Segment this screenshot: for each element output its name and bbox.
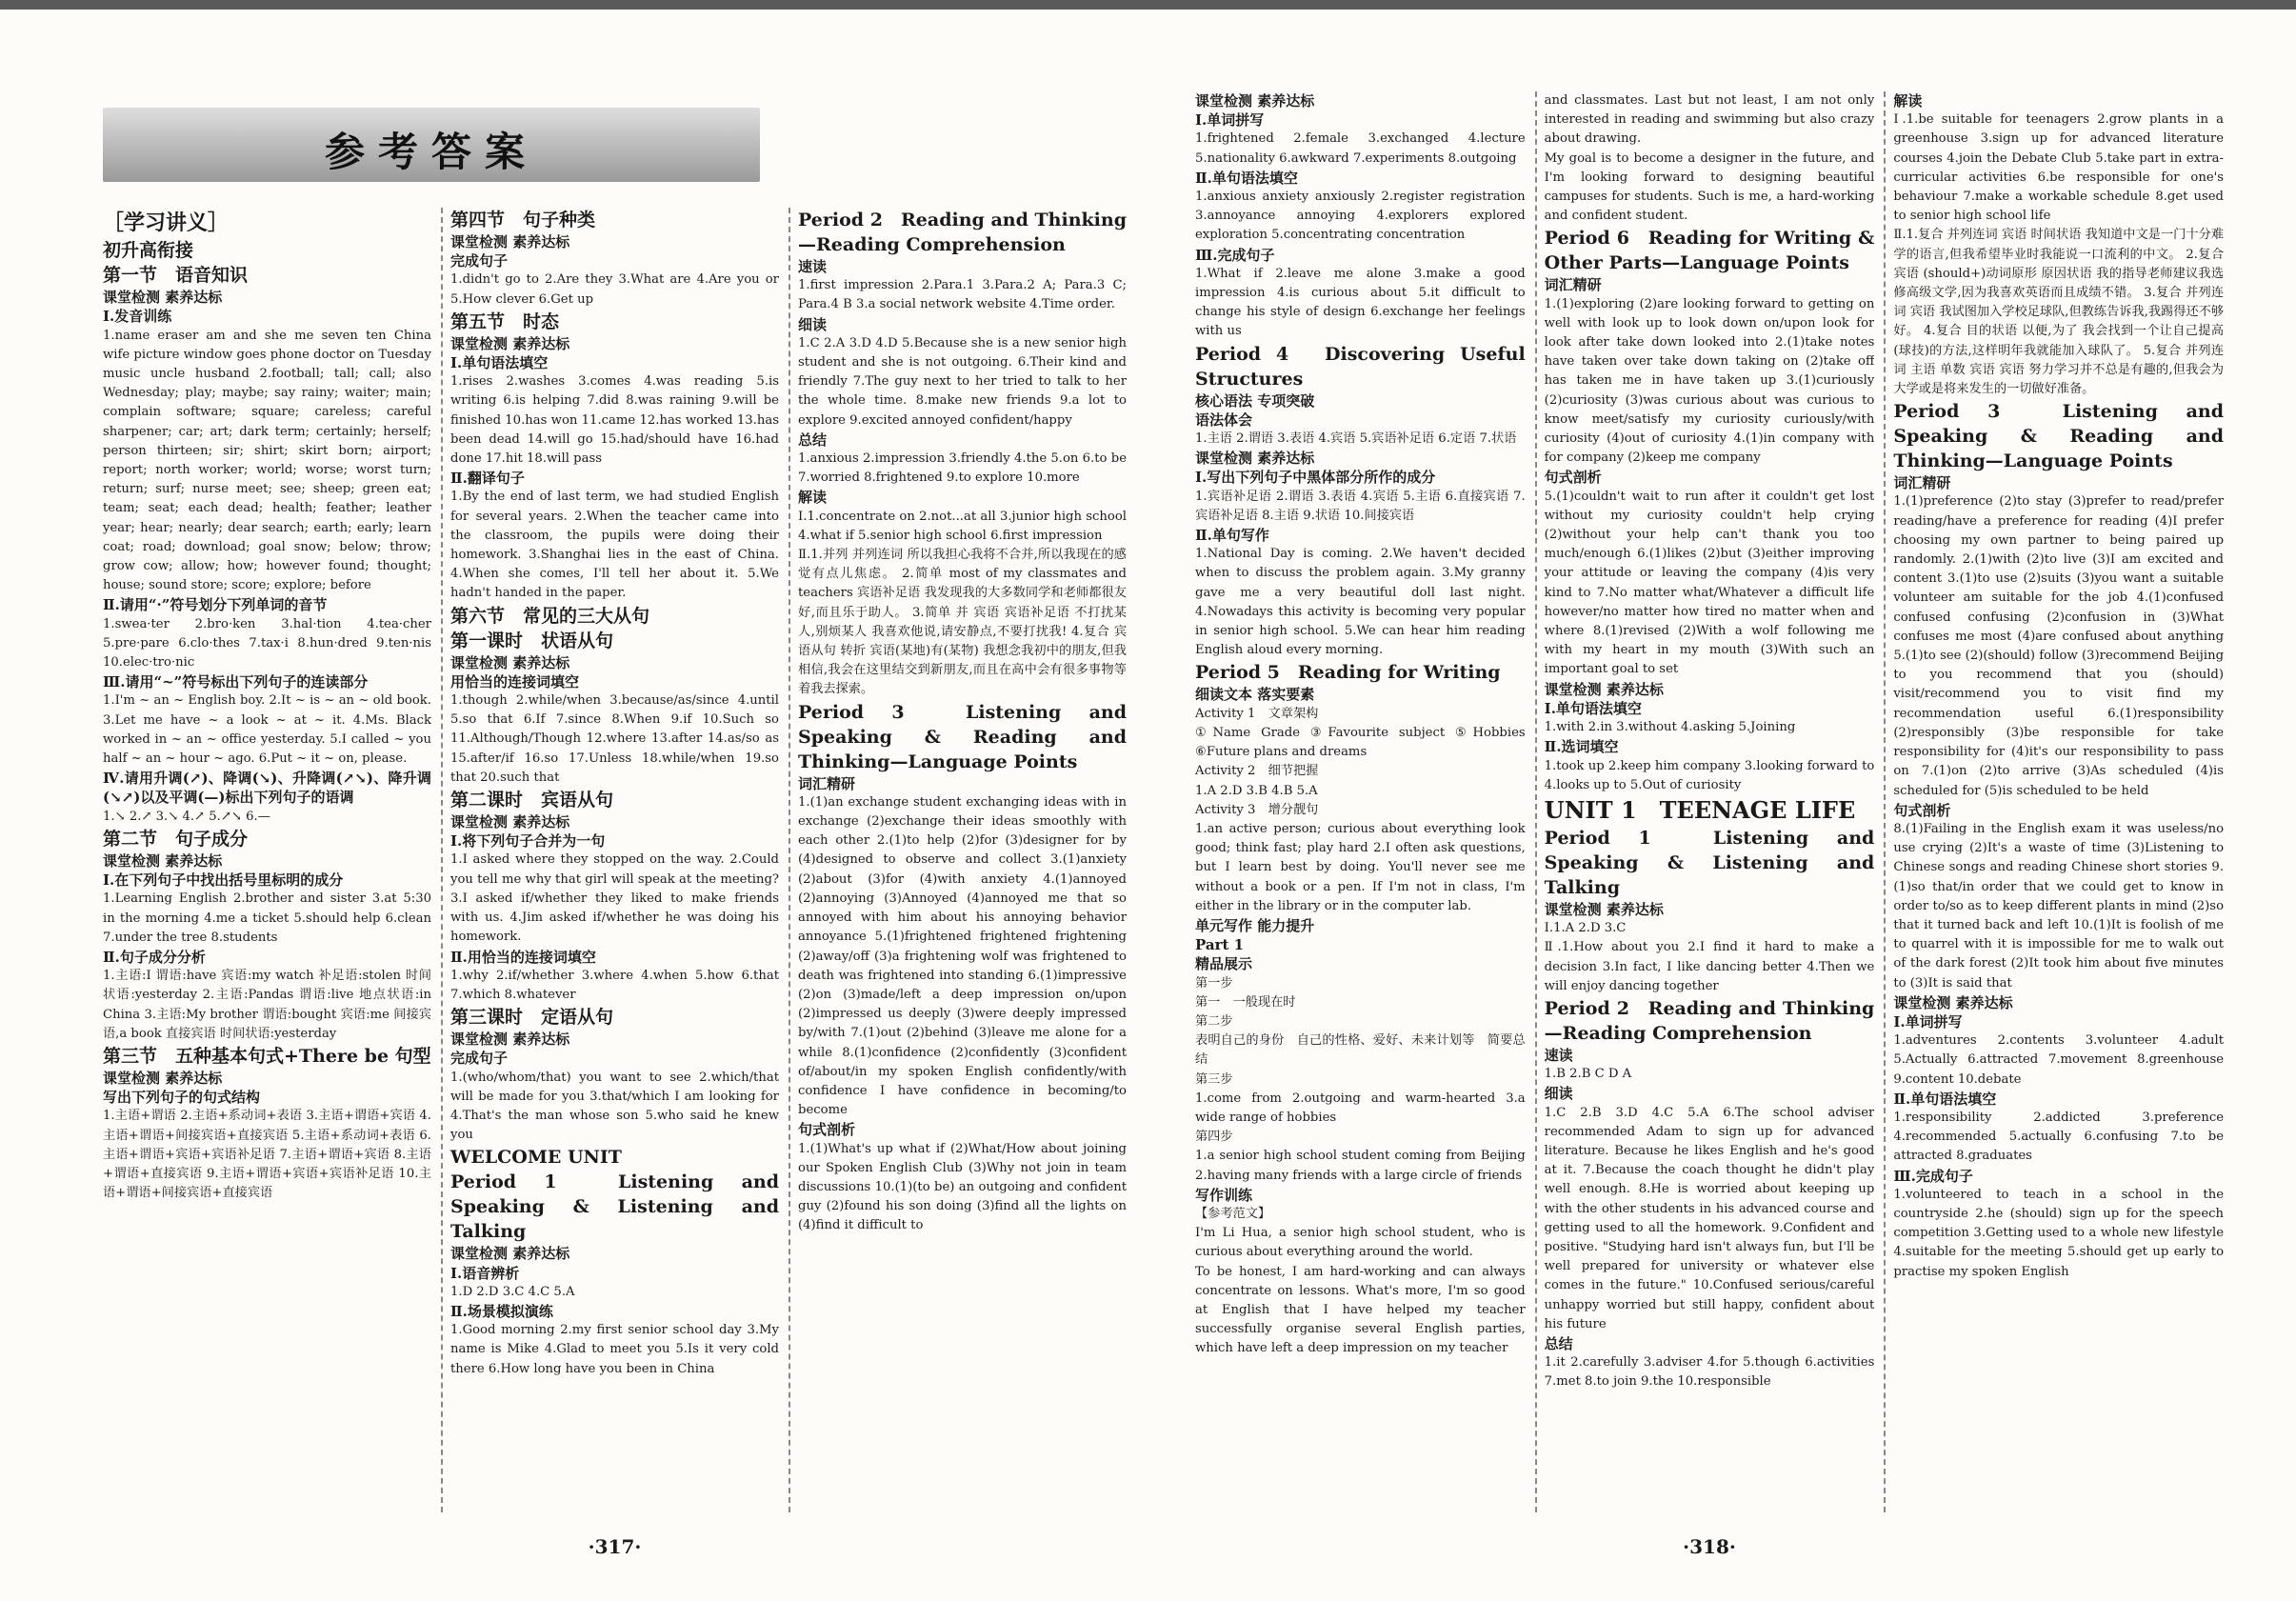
answer-text: Activity 2 细节把握: [1195, 764, 1319, 779]
section-heading: 课堂检测 素养达标: [103, 851, 223, 870]
section-heading: Period 5 Reading for Writing: [1195, 662, 1501, 684]
answer-text: 1.Learning English 2.brother and sister 3.at 5:30 in the morning 4.me a ticket 5.should help 6.clean 7.under the tree 8.students: [103, 891, 431, 945]
answer-text: 1.(1)What's up what if (2)What/How about joining our Spoken English Club (3)Why not join in team discussions 10.(1)(to be) an outgoing and confident guy (2)found his son doing (3)find all the lights on (4)find it difficult to: [798, 1141, 1127, 1233]
answer-text: 1.(1)preference (2)to stay (3)prefer to read/prefer reading/have a preference for reading (4)I prefer choosing my own partner to being paired up randomly. 2.(1)with (2)to live (3)I am excited and content 3.(1)to use (2)suits (3)you want a suitable volunteer am suitable for the job 4.(1)confused confused confusing (2)confusion in (3)What confuses me most (4)are confused about anything 5.(1)to see (2)(should) follow (3)recommend Beijing to you recommend that you (should) visit/recommend you to visit find my recommendation useful 6.(1)responsibility (2)responsibly (3)be responsible for take responsibility for (4)it's our responsibility to pass on 7.(1)on (2)to arrive (3)As scheduled (4)is scheduled for (5)is scheduled to be held: [1893, 494, 2225, 798]
answer-text: 1.↘ 2.↗ 3.↘ 4.↗ 5.↗↘ 6.—: [103, 809, 270, 824]
answer-text: 1.I asked where they stopped on the way. 2.Could you tell me why that girl will speak at the meeting? 3.I asked if/whether they liked to make friends with us. 4.Jim asked if/whether he was doing his homework.: [450, 852, 779, 945]
section-heading: 速读: [798, 258, 828, 275]
section-heading: Ⅱ.单句写作: [1195, 527, 1269, 545]
section-heading: 第三课时 定语从句: [450, 1007, 614, 1029]
top-scan-band: [0, 0, 2296, 10]
answer-text: 1.National Day is coming. 2.We haven't decided when to discuss the problem again. 3.My granny gave me a very beautiful doll last night. 4.Nowadays this activity is becoming very popular in senior high school. 5.We can hear him reading English aloud every morning.: [1195, 547, 1526, 658]
answer-text: Ⅱ.1.并列 并列连词 所以我担心我将不合并,所以我现在的感觉有点儿焦虑。 2.简单 most of my classmates and teachers 宾语补足语 我发现我的大多数同学和老师都很友好,而且乐于助人。 3.简单 并 宾语 宾语补足语 不打扰某人,别烦某人 我喜欢他说,请安静点,不要打扰我! 4.复合 宾语从句 转折 宾语(某地)有(某物) 我想念我初中的朋友,但我相信,我会在这里结交到新朋友,而且在高中会有很多事物等着我去探索。: [798, 548, 1127, 697]
page-left: [103, 17, 1127, 1579]
section-heading: 句式剖析: [798, 1121, 856, 1139]
answer-text: Ⅰ.1.A 2.D 3.C: [1544, 921, 1627, 936]
section-heading: Ⅰ.在下列句子中找出括号里标明的成分: [103, 871, 344, 890]
answer-text: 1.come from 2.outgoing and warm-hearted 3.a wide range of hobbies: [1195, 1091, 1526, 1125]
section-heading: Ⅰ.发音训练: [103, 308, 172, 326]
answer-text: 1.responsibility 2.addicted 3.preference 4.recommended 5.actually 6.confusing 7.to be attracted 8.graduates: [1893, 1110, 2225, 1164]
section-heading: 课堂检测 素养达标: [1195, 92, 1315, 110]
section-heading: 第三节 五种基本句式+There be 句型: [103, 1045, 431, 1067]
section-heading: 课堂检测 素养达标: [450, 813, 570, 831]
answer-text: 1.anxious anxiety anxiously 2.register registration 3.annoyance annoying 4.explorers explored exploration 5.concentrating concentration: [1195, 190, 1526, 243]
answer-text: Ⅰ.1.concentrate on 2.not...at all 3.junior high school 4.what if 5.senior high school 6.first impression: [798, 509, 1127, 543]
answer-text: 1.What if 2.leave me alone 3.make a good impression 4.is curious about 5.it difficult to change his style of design 6.exchange her feelings with us: [1195, 266, 1526, 339]
section-heading: 解读: [1893, 92, 1923, 110]
right-col-3: [1884, 91, 2224, 1512]
page-number-left: ·317·: [588, 1535, 642, 1558]
answer-text: 第二步: [1195, 1013, 1233, 1029]
answer-text: 1.it 2.carefully 3.adviser 4.for 5.though 6.activities 7.met 8.to join 9.the 10.responsible: [1544, 1355, 1875, 1390]
section-heading: 总结: [1544, 1334, 1573, 1352]
section-heading: 课堂检测 素养达标: [103, 1069, 223, 1087]
section-heading: 课堂检测 素养达标: [450, 653, 570, 671]
section-heading: 第一课时 状语从句: [450, 630, 614, 651]
page-right: [1195, 17, 2224, 1579]
answer-text: and classmates. Last but not least, I am not only interested in reading and swimming but also crazy about drawing.: [1544, 93, 1875, 147]
section-heading: Period 3 Listening and Speaking & Reading and Thinking—Language Points: [1893, 401, 2225, 472]
answer-text: 表明自己的身份 自己的性格、爱好、未来计划等 简要总结: [1195, 1033, 1526, 1068]
section-heading: UNIT 1 TEENAGE LIFE: [1544, 795, 1856, 824]
section-heading: 课堂检测 素养达标: [1195, 450, 1315, 468]
section-heading: Ⅱ.用恰当的连接词填空: [450, 948, 596, 966]
answer-text: 1.B 2.B C D A: [1544, 1067, 1632, 1082]
section-heading: Ⅱ.句子成分分析: [103, 948, 206, 966]
section-heading: 完成句子: [450, 1050, 509, 1068]
section-heading: Ⅲ.请用“~”符号标出下列句子的连读部分: [103, 673, 369, 691]
answer-text: 1.why 2.if/whether 3.where 4.when 5.how 6.that 7.which 8.whatever: [450, 968, 779, 1002]
section-heading: Ⅱ.选词填空: [1544, 738, 1619, 756]
page-number-right: ·318·: [1683, 1535, 1736, 1558]
right-col-1: [1195, 91, 1526, 1512]
section-heading: 完成句子: [450, 252, 509, 270]
section-heading: 句式剖析: [1893, 801, 1951, 819]
section-heading: Ⅱ.单句语法填空: [1195, 169, 1298, 187]
section-heading: Period 2 Reading and Thinking—Reading Comprehension: [1544, 997, 1875, 1044]
section-heading: 核心语法 专项突破: [1195, 391, 1315, 410]
section-heading: Ⅲ.完成句子: [1893, 1167, 1973, 1185]
section-heading: Ⅰ.单词拼写: [1893, 1012, 1963, 1031]
section-heading: 课堂检测 素养达标: [103, 289, 223, 307]
banner-title: 参考答案: [324, 129, 538, 175]
answer-text: 1.frightened 2.female 3.exchanged 4.lecture 5.nationality 6.awkward 7.experiments 8.outgoing: [1195, 131, 1526, 166]
answer-text: 1.took up 2.keep him company 3.looking forward to 4.looks up to 5.Out of curiosity: [1544, 758, 1875, 792]
answer-text: 第四步: [1195, 1130, 1233, 1145]
section-heading: Part 1: [1195, 936, 1245, 954]
section-heading: Ⅳ.请用升调(↗)、降调(↘)、升降调(↗↘)、降升调(↘↗)以及平调(—)标出下列句子的语调: [103, 770, 431, 807]
answer-text: 1.(1)exploring (2)are looking forward to getting on well with look up to look down on/upon look for look after take down looked into 2.(1)take notes have taken over take down taking on (2)take off has taken me in have taken up 3.(1)curiously (2)curiosity (3)was curious about was curious to know meet/satisfy my curiosity curiously/with curiosity (4)out of curiosity 4.(1)in company with for company (2)keep me company: [1544, 296, 1875, 466]
section-heading: Period 1 Listening and Speaking & Listening and Talking: [1544, 827, 1875, 898]
answer-text: 1.C 2.B 3.D 4.C 5.A 6.The school adviser recommended Adam to sign up for advanced literature. Because he likes English and he's good at it. 7.Because the coach thought he didn't play well enough. 8.He is worried about keeping up with the other students in his advanced course and getting used to all the homework. 9.Confident and positive. "Studying hard isn't always fun, but I'll be well prepared for university or whatever else comes in the future." 10.Confused serious/careful unhappy worried but still happy, confident about his future: [1544, 1105, 1875, 1331]
answer-text: 第三步: [1195, 1071, 1233, 1087]
section-heading: 课堂检测 素养达标: [1544, 680, 1664, 698]
answer-text: 8.(1)Failing in the English exam it was useless/no use crying (2)It's a waste of time (3)Listening to Chinese songs and reading Chinese short stories 9.(1)so that/in order that we could get to know in order to/so as to keep different plants in mind (2)so that it turned back and left 10.(1)It is foolish of me to quarrel with it is impossible for me to walk out of the dark forest (2)It took him about five minutes to (3)It is said that: [1893, 821, 2225, 991]
section-heading: 写作训练: [1195, 1186, 1253, 1204]
answer-text: 1.a senior high school student coming from Beijing 2.having many friends with a large circle of friends: [1195, 1149, 1526, 1183]
section-heading: Ⅱ.场景模拟演练: [450, 1302, 553, 1320]
answer-text: 1.an active person; curious about everything look good; think fast; play hard 2.I often ask questions, but I learn best by doing. You'll never see me without a book or a pen. If I'm not in class, I'm either in the library or in the computer lab.: [1195, 821, 1526, 913]
answer-text: 1.anxious 2.impression 3.friendly 4.the 5.on 6.to be 7.worried 8.frightened 9.to explore 10.more: [798, 451, 1127, 486]
section-heading: 第五节 时态: [450, 310, 560, 332]
section-heading: 细读: [1544, 1085, 1573, 1103]
answer-text: 1.with 2.in 3.without 4.asking 5.Joining: [1544, 720, 1796, 735]
answer-text: Activity 3 增分靓句: [1195, 802, 1319, 817]
section-heading: Ⅰ.单句语法填空: [450, 354, 549, 372]
answer-text: 1.volunteered to teach in a school in the countryside 2.he (should) sign up for the speech competition 3.Getting used to a whole new lifestyle 4.suitable for the meeting 5.should get up early to practise my spoken English: [1893, 1187, 2225, 1279]
answer-text: 第一步: [1195, 975, 1233, 991]
section-heading: Ⅱ.翻译句子: [450, 470, 525, 488]
answer-text: 1.though 2.while/when 3.because/as/since 4.until 5.so that 6.If 7.since 8.When 9.if 10.Such so 11.Although/Though 12.where 13.after 14.as/so as 15.after/if 16.so 17.Unless 18.while/when 19.so that 20.such that: [450, 693, 779, 785]
answer-text: Ⅱ.1.How about you 2.I find it hard to make a decision 3.In fact, I like dancing better 4.Then we will enjoy dancing together: [1544, 940, 1875, 993]
answer-text: 5.(1)couldn't wait to run after it couldn't get lost without my curiosity couldn't help crying (2)without your help can't thank you too much/enough 6.(1)likes (2)but (3)either improving your attitude or leaving the company (4)is very kind to 7.No matter what/Whatever a difficult life however/no matter how tired no matter when and where 8.(1)revised (2)With a wolf following me with my heart in my mouth (3)With such an important goal to set: [1544, 489, 1875, 677]
answer-text: 1.By the end of last term, we had studied English for several years. 2.When the teacher came into the classroom, the pupils were doing their homework. 3.Shanghai lies in the east of China. 4.When she comes, I'll tell her about it. 5.We hadn't handed in the paper.: [450, 490, 779, 601]
answer-text: 1.(who/whom/that) you want to see 2.which/that will be made for you 3.that/which I am looking for 4.That's the man whose son 5.who said he knew you: [450, 1070, 779, 1143]
answer-text: 1.didn't go to 2.Are they 3.What are 4.Are you or 5.How clever 6.Get up: [450, 272, 779, 307]
answer-text: 1.I'm ~ an ~ English boy. 2.It ~ is ~ an ~ old book. 3.Let me have ~ a look ~ at ~ it. 4.Ms. Black worked in ~ an ~ office yesterday. 5.I called ~ you half ~ an ~ hour ~ ago. 6.Put ~ it ~ on, please.: [103, 693, 431, 767]
left-columns: [103, 208, 1127, 1512]
section-heading: 用恰当的连接词填空: [450, 672, 580, 690]
answer-text: To be honest, I am hard-working and can always concentrate on lessons. What's more, I'm so good at English that I have helped my teacher successfully organise several English parties, which have left a deep impression on my teacher: [1195, 1264, 1526, 1356]
right-col-2: [1535, 91, 1875, 1512]
section-heading: Period 3 Listening and Speaking & Reading and Thinking—Language Points: [798, 701, 1127, 772]
section-heading: 总结: [798, 430, 828, 449]
answer-text: 1.name eraser am and she me seven ten China wife picture window goes phone doctor on Tuesday music uncle husband 2.football; tall; call; also Wednesday; play; maybe; say rainy; waiter; main; complain software; square; careless; careful sharpener; car; art; dark term; certainly; herself; person thirteen; sir; shirt; skirt born; airport; report; north worker; world; worse; worst turn; return; surf; nurse meet; see; sheep; green eat; team; seat; each dead; health; feather; leather year; hear; nearly; dear search; earth; early; learn coat; road; download; goal snow; below; throw; grow cow; allow; how; however found; thought; house; sound store; score; explore; before: [103, 328, 431, 593]
section-heading: WELCOME UNIT: [450, 1147, 622, 1169]
answer-text: 1.主语:I 谓语:have 宾语:my watch 补足语:stolen 时间状语:yesterday 2.主语:Pandas 谓语:live 地点状语:in China 3.主语:My brother 谓语:bought 宾语:me 间接宾语,a book 直接宾语 时间状语:yesterday: [103, 969, 431, 1041]
section-heading: Period 4 Discovering Useful Structures: [1195, 343, 1526, 390]
answer-text: 【参考范文】: [1195, 1206, 1271, 1221]
section-heading: 第二节 句子成分: [103, 828, 249, 850]
answer-text: 1.swea·ter 2.bro·ken 3.hal·tion 4.tea·cher 5.pre·pare 6.clo·thes 7.tax·i 8.hun·dred 9.ten·nis 10.elec·tro·nic: [103, 616, 431, 670]
answer-banner: [103, 108, 760, 182]
answer-text: 1.D 2.D 3.C 4.C 5.A: [450, 1284, 575, 1299]
answer-text: ①Name Grade ③Favourite subject ⑤Hobbies ⑥Future plans and dreams: [1195, 725, 1526, 760]
section-heading: 精品展示: [1195, 955, 1253, 973]
answer-text: My goal is to become a designer in the future, and I'm looking forward to designing beautiful campuses for students. Such is me, a hard-working and confident student.: [1544, 150, 1875, 224]
section-heading: 细读文本 落实要素: [1195, 686, 1315, 704]
section-heading: 速读: [1544, 1046, 1573, 1064]
section-heading: 细读: [798, 315, 828, 333]
answer-text: 1.first impression 2.Para.1 3.Para.2 A; Para.3 C; Para.4 B 3.a social network website 4.Time order.: [798, 278, 1127, 312]
answer-text: Ⅱ.1.复合 并列连词 宾语 时间状语 我知道中文是一门十分难学的语言,但我希望毕业时我能说一口流利的中文。 2.复合 宾语 (should+)动词原形 原因状语 我的指导老师建议我选修高级文学,因为我喜欢英语而且成绩不错。 3.复合 并列连词 宾语 我试图加入学校足球队,但教练告诉我,我踢得还不够好。 4.复合 目的状语 以便,为了 我会找到一个让自己提高(球技)的方法,这样明年我就能加入球队了。 5.复合 并列连词 主语 单数 宾语 宾语 努力学习并不总是有趣的,但我会为大学或是将来发生的一切做好准备。: [1893, 228, 2225, 397]
section-heading: 第二课时 宾语从句: [450, 790, 614, 811]
section-heading: Ⅰ.将下列句子合并为一句: [450, 832, 606, 851]
section-heading: 第一节 语音知识: [103, 265, 249, 287]
section-heading: 写出下列句子的句式结构: [103, 1089, 261, 1107]
section-heading: 词汇精研: [1544, 276, 1602, 294]
answer-text: 1.主语 2.谓语 3.表语 4.宾语 5.宾语补足语 6.定语 7.状语: [1195, 431, 1517, 447]
section-heading: 第六节 常见的三大从句: [450, 605, 650, 627]
answer-text: 1.rises 2.washes 3.comes 4.was reading 5.is writing 6.is helping 7.did 8.was raining 9.will be finished 10.has won 11.came 12.has worked 13.has been dead 14.will go 15.had/should have 16.had done 17.hit 18.will pass: [450, 374, 779, 467]
section-heading: Ⅲ.完成句子: [1195, 246, 1275, 264]
left-col-3: [789, 208, 1127, 1512]
section-heading: 词汇精研: [1893, 474, 1951, 492]
section-heading: Ⅱ.单句语法填空: [1893, 1090, 1997, 1108]
section-heading: Ⅱ.请用“·”符号划分下列单词的音节: [103, 596, 328, 614]
section-heading: Period 1 Listening and Speaking & Listening and Talking: [450, 1171, 779, 1243]
answer-text: Activity 1 文章架构: [1195, 706, 1319, 721]
section-heading: Ⅰ.写出下列句子中黑体部分所作的成分: [1195, 469, 1436, 487]
section-heading: 课堂检测 素养达标: [1893, 993, 2013, 1011]
answer-text: 1.(1)an exchange student exchanging ideas with in exchange (2)exchange their ideas smoothly with each other 2.(1)to help (2)for (3)designer for by (4)designed to observe and collect 3.(1)anxiety (2)about (3)for (4)with anxiety 4.(1)annoyed (2)annoying (3)Annoyed (4)annoyed me that so annoyed with him about his annoying behavior annoyance 5.(1)frightened frightened frightening (2)away/off (3)a frightening wolf was frightened to death was frightened into standing 6.(1)impressive (2)on (3)made/left a deep impression on/upon (2)impressed us deeply (3)were deeply impressed by/with 7.(1)out (2)behind (3)leave me alone for a while 8.(1)confidence (2)confidently (3)confident of/about/in my spoken English confidently/with confidence I have confidence in becoming/to become: [798, 794, 1127, 1118]
answer-text: 1.adventures 2.contents 3.volunteer 4.adult 5.Actually 6.attracted 7.movement 8.greenhouse 9.content 10.debate: [1893, 1033, 2225, 1087]
answer-text: 1.C 2.A 3.D 4.D 5.Because she is a new senior high student and she is not outgoing. 6.Their kind and friendly 7.The guy next to her tried to talk to her the whole time. 8.make new friends 9.a lot to explore 9.excited annoyed confident/happy: [798, 335, 1127, 428]
answer-text: I'm Li Hua, a senior high school student, who is curious about everything around the world.: [1195, 1226, 1526, 1260]
section-heading: 词汇精研: [798, 774, 856, 792]
section-heading: Period 2 Reading and Thinking—Reading Comprehension: [798, 210, 1127, 255]
answer-text: 1.A 2.D 3.B 4.B 5.A: [1195, 783, 1318, 798]
right-columns: [1195, 91, 2224, 1512]
section-heading: Ⅰ.单句语法填空: [1544, 699, 1642, 717]
section-heading: ［学习讲义］: [103, 210, 230, 235]
section-heading: 单元写作 能力提升: [1195, 916, 1315, 934]
answer-text: 1.Good morning 2.my first senior school day 3.My name is Mike 4.Glad to meet you 5.Is it very cold there 6.How long have you been in China: [450, 1323, 779, 1376]
section-heading: 课堂检测 素养达标: [450, 233, 570, 250]
section-heading: Period 6 Reading for Writing & Other Parts—Language Points: [1544, 228, 1875, 274]
answer-text: 1.主语+谓语 2.主语+系动词+表语 3.主语+谓语+宾语 4.主语+谓语+间接宾语+直接宾语 5.主语+系动词+表语 6.主语+谓语+宾语+宾语补足语 7.主语+谓语+宾语 8.主语+谓语+直接宾语 9.主语+谓语+宾语+宾语补足语 10.主语+谓语+间接宾语+直接宾语: [103, 1109, 431, 1201]
section-heading: 课堂检测 素养达标: [1544, 900, 1664, 918]
section-heading: 第四节 句子种类: [450, 210, 596, 230]
section-heading: Ⅰ.语音辨析: [450, 1264, 520, 1282]
answer-text: Ⅰ.1.be suitable for teenagers 2.grow plants in a greenhouse 3.sign up for advanced literature courses 4.join the Debate Club 5.take part in extra-curricular activities 6.be responsible for one's behaviour 7.make a workable schedule 8.get used to senior high school life: [1893, 112, 2225, 224]
left-col-1: [103, 208, 431, 1512]
section-heading: 语法体会: [1195, 410, 1253, 429]
answer-text: 第一 一般现在时: [1195, 994, 1296, 1010]
section-heading: 课堂检测 素养达标: [450, 334, 570, 352]
left-col-2: [441, 208, 779, 1512]
section-heading: 课堂检测 素养达标: [450, 1031, 570, 1049]
section-heading: 句式剖析: [1544, 469, 1602, 487]
section-heading: 解读: [798, 489, 828, 507]
section-heading: Ⅰ.单词拼写: [1195, 111, 1265, 130]
answer-text: 1.宾语补足语 2.谓语 3.表语 4.宾语 5.主语 6.直接宾语 7.宾语补足语 8.主语 9.状语 10.间接宾语: [1195, 489, 1526, 523]
section-heading: 初升高衔接: [103, 240, 194, 262]
section-heading: 课堂检测 素养达标: [450, 1245, 570, 1263]
